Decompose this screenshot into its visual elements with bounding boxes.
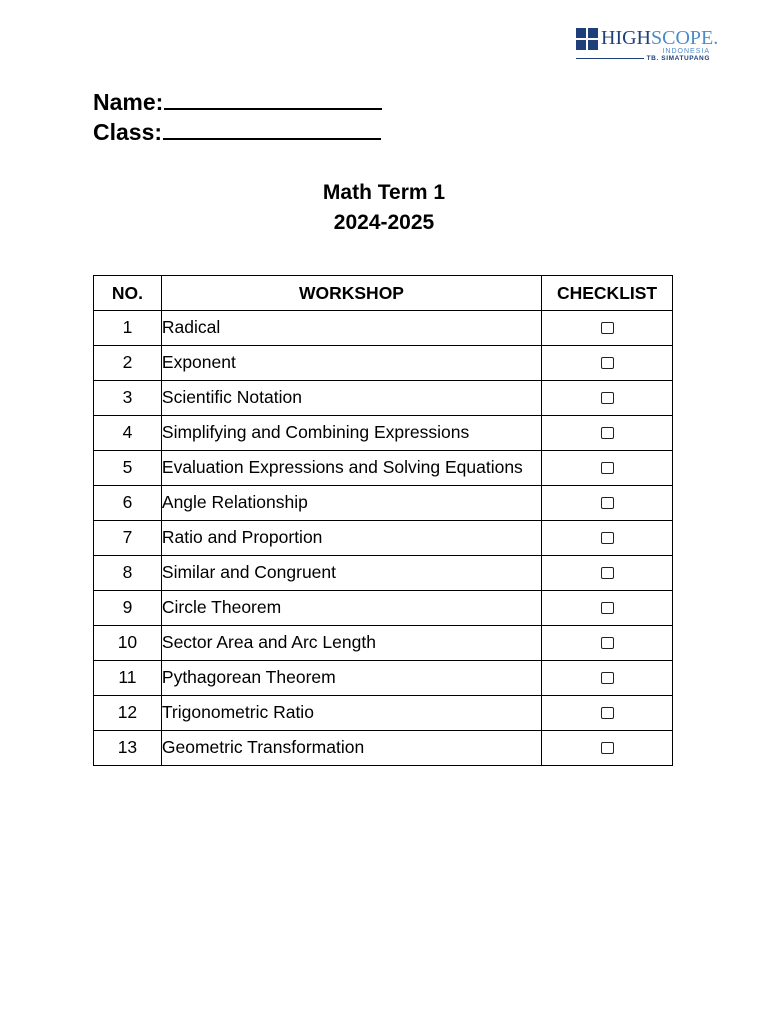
checklist-cell <box>542 521 673 556</box>
row-number: 1 <box>94 311 162 346</box>
row-number: 12 <box>94 696 162 731</box>
row-number: 4 <box>94 416 162 451</box>
class-blank-line[interactable] <box>163 118 381 140</box>
row-number: 2 <box>94 346 162 381</box>
table-row <box>94 626 673 661</box>
row-number: 10 <box>94 626 162 661</box>
page-year: 2024-2025 <box>333 211 435 234</box>
checklist-cell <box>542 731 673 766</box>
name-field[interactable] <box>93 88 382 116</box>
checkbox-icon[interactable] <box>601 602 614 614</box>
school-logo <box>576 26 719 66</box>
checkbox-icon[interactable] <box>601 427 614 439</box>
class-field[interactable] <box>93 118 381 146</box>
workshop-name: Pythagorean Theorem <box>161 661 541 696</box>
workshop-name: Geometric Transformation <box>161 731 541 766</box>
row-number: 13 <box>94 731 162 766</box>
row-number: 3 <box>94 381 162 416</box>
logo-country: INDONESIA <box>662 48 710 55</box>
checkbox-icon[interactable] <box>601 462 614 474</box>
table-row <box>94 556 673 591</box>
table-row <box>94 416 673 451</box>
checklist-cell <box>542 626 673 661</box>
logo-squares-icon <box>576 28 598 50</box>
table-row <box>94 451 673 486</box>
page-title: Math Term 1 <box>322 181 446 204</box>
workshop-name: Sector Area and Arc Length <box>161 626 541 661</box>
table-header-row <box>94 276 673 311</box>
checkbox-icon[interactable] <box>601 742 614 754</box>
checkbox-icon[interactable] <box>601 672 614 684</box>
checkbox-icon[interactable] <box>601 497 614 509</box>
checklist-cell <box>542 416 673 451</box>
name-blank-line[interactable] <box>164 88 382 110</box>
workshop-name: Similar and Congruent <box>161 556 541 591</box>
row-number: 8 <box>94 556 162 591</box>
workshop-name: Trigonometric Ratio <box>161 696 541 731</box>
table-row <box>94 591 673 626</box>
table-row <box>94 381 673 416</box>
table-row <box>94 696 673 731</box>
row-number: 11 <box>94 661 162 696</box>
row-number: 6 <box>94 486 162 521</box>
checklist-cell <box>542 556 673 591</box>
workshop-table <box>93 275 673 766</box>
checklist-cell <box>542 486 673 521</box>
table-row <box>94 486 673 521</box>
table-row <box>94 346 673 381</box>
table-row <box>94 311 673 346</box>
workshop-name: Circle Theorem <box>161 591 541 626</box>
column-header-workshop: WORKSHOP <box>161 276 541 311</box>
checklist-cell <box>542 451 673 486</box>
workshop-name: Angle Relationship <box>161 486 541 521</box>
workshop-name: Simplifying and Combining Expressions <box>161 416 541 451</box>
name-label: Name: <box>93 89 164 115</box>
checklist-cell <box>542 381 673 416</box>
checkbox-icon[interactable] <box>601 322 614 334</box>
checklist-cell <box>542 591 673 626</box>
checkbox-icon[interactable] <box>601 532 614 544</box>
column-header-checklist: CHECKLIST <box>542 276 673 311</box>
workshop-name: Radical <box>161 311 541 346</box>
workshop-name: Ratio and Proportion <box>161 521 541 556</box>
logo-divider <box>576 58 644 59</box>
logo-campus: TB. SIMATUPANG <box>646 55 710 62</box>
table-row <box>94 521 673 556</box>
checkbox-icon[interactable] <box>601 392 614 404</box>
table-row <box>94 731 673 766</box>
column-header-no: NO. <box>94 276 162 311</box>
row-number: 9 <box>94 591 162 626</box>
row-number: 5 <box>94 451 162 486</box>
logo-wordmark: HIGHSCOPE. <box>601 27 719 49</box>
row-number: 7 <box>94 521 162 556</box>
checklist-cell <box>542 661 673 696</box>
workshop-name: Exponent <box>161 346 541 381</box>
workshop-name: Evaluation Expressions and Solving Equations <box>161 451 541 486</box>
workshop-name: Scientific Notation <box>161 381 541 416</box>
checklist-cell <box>542 311 673 346</box>
checkbox-icon[interactable] <box>601 637 614 649</box>
class-label: Class: <box>93 119 163 145</box>
checklist-cell <box>542 346 673 381</box>
checkbox-icon[interactable] <box>601 707 614 719</box>
checkbox-icon[interactable] <box>601 567 614 579</box>
table-row <box>94 661 673 696</box>
checklist-cell <box>542 696 673 731</box>
checkbox-icon[interactable] <box>601 357 614 369</box>
